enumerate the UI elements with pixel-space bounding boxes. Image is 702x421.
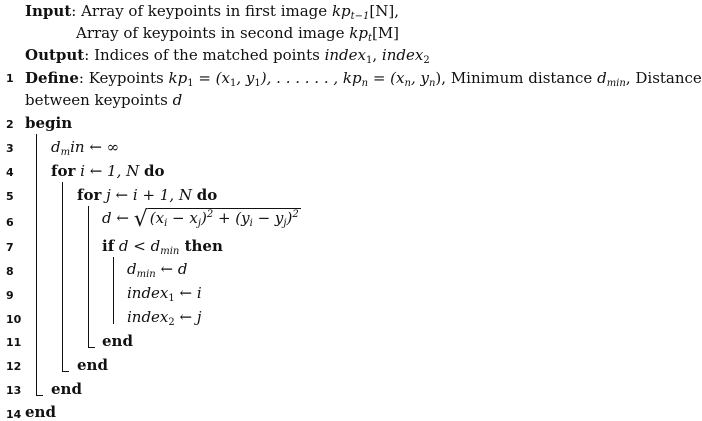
line-number-5: 5 bbox=[6, 190, 14, 203]
assign-index2-sub: 2 bbox=[168, 317, 175, 328]
begin-keyword: begin bbox=[25, 114, 73, 132]
assign-dmin-var: d bbox=[127, 260, 137, 278]
assign-index1-var: index bbox=[127, 284, 169, 302]
end-for-j-line bbox=[77, 356, 108, 374]
define-text-min-distance: Minimum distance bbox=[450, 69, 593, 87]
end-for-i-keyword: end bbox=[51, 380, 82, 398]
output-text: Indices of the matched points bbox=[94, 46, 320, 64]
for-j-range: j ← i + 1, N bbox=[101, 186, 197, 204]
input-tail-2: [M] bbox=[371, 24, 400, 42]
define-kp1: kp bbox=[168, 69, 188, 87]
sqrt-e2: 2 bbox=[292, 209, 299, 220]
scope-hook-for-j bbox=[88, 347, 95, 348]
define-text-keypoints: Keypoints bbox=[88, 69, 164, 87]
sqrt-s4: j bbox=[283, 218, 287, 229]
scope-hook-begin bbox=[36, 395, 43, 396]
end-begin-keyword: end bbox=[25, 403, 56, 421]
input-tail-1: [N], bbox=[369, 2, 400, 20]
define-kpn-sub: n bbox=[361, 78, 369, 89]
define-dmin-sub: min bbox=[606, 78, 626, 89]
distance-lhs: d ← bbox=[102, 209, 134, 227]
line-number-4: 4 bbox=[6, 166, 14, 179]
define-line: Define: Keypoints $kp_1 = (x_1$, $y_1$), . . . . . . , $kp_n = (x_n$, $y_n$), Minimum distance $d_{min}$, Distance bbox=[25, 69, 702, 89]
sqrt-p4: + (y bbox=[213, 209, 250, 227]
line-number-9: 9 bbox=[6, 289, 14, 302]
line-number-8: 8 bbox=[6, 265, 14, 278]
line-number-12: 12 bbox=[6, 360, 22, 373]
line-number-10: 10 bbox=[6, 313, 22, 326]
sqrt-radical-icon: √ bbox=[133, 207, 148, 232]
define-eq1-sub: 1 bbox=[230, 78, 237, 89]
init-line bbox=[51, 138, 119, 156]
for-j-line bbox=[77, 186, 217, 204]
define-text-distance: , Distance bbox=[625, 69, 702, 87]
assign-index1-line bbox=[127, 284, 202, 302]
line-number-7: 7 bbox=[6, 241, 14, 254]
input-text-2: Array of keypoints in second image bbox=[76, 24, 345, 42]
define-dots: ), . . . . . . , kp bbox=[260, 69, 362, 87]
sqrt-p2: − x bbox=[167, 209, 198, 227]
line-number-11: 11 bbox=[6, 336, 22, 349]
output-separator: , bbox=[372, 46, 378, 64]
output-line: Output: Indices of the matched points index$_1$, index$_2$ bbox=[25, 46, 430, 66]
scope-hook-for-i bbox=[62, 371, 69, 372]
end-for-j-keyword: end bbox=[77, 356, 108, 374]
scope-bar-for-i bbox=[62, 182, 63, 372]
sqrt-s2: j bbox=[197, 218, 201, 229]
assign-dmin-line bbox=[127, 260, 187, 278]
assign-dmin-rhs: ← d bbox=[155, 260, 188, 278]
init-rest: in ← ∞ bbox=[70, 138, 120, 156]
assign-index2-var: index bbox=[127, 308, 169, 326]
assign-index2-line bbox=[127, 308, 202, 326]
for-j-keyword: for bbox=[77, 186, 102, 204]
if-then: then bbox=[179, 237, 223, 255]
define-eq1b: , y bbox=[236, 69, 255, 87]
end-if-line bbox=[102, 332, 133, 350]
if-keyword: if bbox=[102, 237, 115, 255]
sqrt-radicand bbox=[148, 208, 301, 227]
define-eq2c: n bbox=[428, 78, 436, 89]
define-label: Define bbox=[25, 69, 79, 87]
sqrt-s3: i bbox=[249, 218, 253, 229]
begin-line bbox=[25, 114, 72, 132]
sqrt-expression bbox=[133, 207, 301, 232]
input-line-1: Input: Array of keypoints in first image $kp_{t-1}[N]$, bbox=[25, 2, 400, 22]
output-index-1-sub: 1 bbox=[365, 55, 373, 66]
for-i-range: i ← 1, N bbox=[75, 162, 145, 180]
for-i-keyword: for bbox=[51, 162, 76, 180]
input-math-2: kp bbox=[349, 24, 368, 42]
for-i-do: do bbox=[144, 162, 165, 180]
assign-index1-rhs: ← i bbox=[174, 284, 202, 302]
if-condition: d < d bbox=[114, 237, 161, 255]
define-dmin: d bbox=[597, 69, 607, 87]
sqrt-p1: (x bbox=[149, 209, 165, 227]
define-eq2-sub: n bbox=[404, 78, 411, 89]
define-eq2: = (x bbox=[368, 69, 405, 87]
end-begin-line bbox=[25, 403, 56, 421]
for-j-do: do bbox=[196, 186, 218, 204]
end-for-i-line bbox=[51, 380, 82, 398]
scope-bar-begin bbox=[36, 134, 37, 396]
end-if-keyword: end bbox=[102, 332, 133, 350]
input-text-1: Array of keypoints in first image bbox=[81, 2, 328, 20]
scope-bar-if bbox=[113, 257, 114, 324]
define-eq1: = (x bbox=[193, 69, 230, 87]
sqrt-p3: ) bbox=[200, 209, 207, 227]
for-i-line bbox=[51, 162, 165, 180]
input-math-1: kp bbox=[331, 2, 351, 20]
input-label: Input bbox=[25, 2, 72, 20]
define-text-between: between keypoints bbox=[25, 91, 168, 109]
line-number-13: 13 bbox=[6, 384, 22, 397]
assign-index2-rhs: ← j bbox=[174, 308, 202, 326]
define-eq2b: , y bbox=[410, 69, 429, 87]
input-line-2 bbox=[76, 24, 399, 42]
define-tail: ), bbox=[435, 69, 447, 87]
assign-dmin-sub: min bbox=[136, 269, 156, 280]
sqrt-e1: 2 bbox=[206, 209, 214, 220]
output-label: Output bbox=[25, 46, 85, 64]
init-d-sub: m bbox=[60, 147, 71, 158]
if-condition-sub: min bbox=[160, 246, 180, 257]
output-index-1: index bbox=[324, 46, 366, 64]
define-kp1-sub: 1 bbox=[187, 78, 194, 89]
define-eq1c: 1 bbox=[254, 78, 261, 89]
input-sub-1: t−1 bbox=[350, 11, 370, 22]
input-sub-2: t bbox=[367, 33, 372, 44]
output-index-2: index bbox=[381, 46, 424, 64]
sqrt-p6: ) bbox=[286, 209, 293, 227]
line-number-2: 2 bbox=[6, 118, 14, 131]
if-line bbox=[102, 237, 223, 255]
assign-index1-sub: 1 bbox=[168, 293, 175, 304]
distance-line bbox=[102, 207, 301, 232]
line-number-1: 1 bbox=[6, 72, 14, 85]
output-index-2-sub: 2 bbox=[423, 55, 430, 66]
line-number-6: 6 bbox=[6, 216, 14, 229]
sqrt-p5: − y bbox=[252, 209, 284, 227]
define-line-2 bbox=[25, 91, 182, 109]
sqrt-s1: i bbox=[164, 218, 168, 229]
line-number-3: 3 bbox=[6, 142, 14, 155]
define-d: d bbox=[172, 91, 183, 109]
init-d: d bbox=[51, 138, 61, 156]
scope-bar-for-j bbox=[88, 206, 89, 348]
line-number-14: 14 bbox=[6, 408, 22, 421]
